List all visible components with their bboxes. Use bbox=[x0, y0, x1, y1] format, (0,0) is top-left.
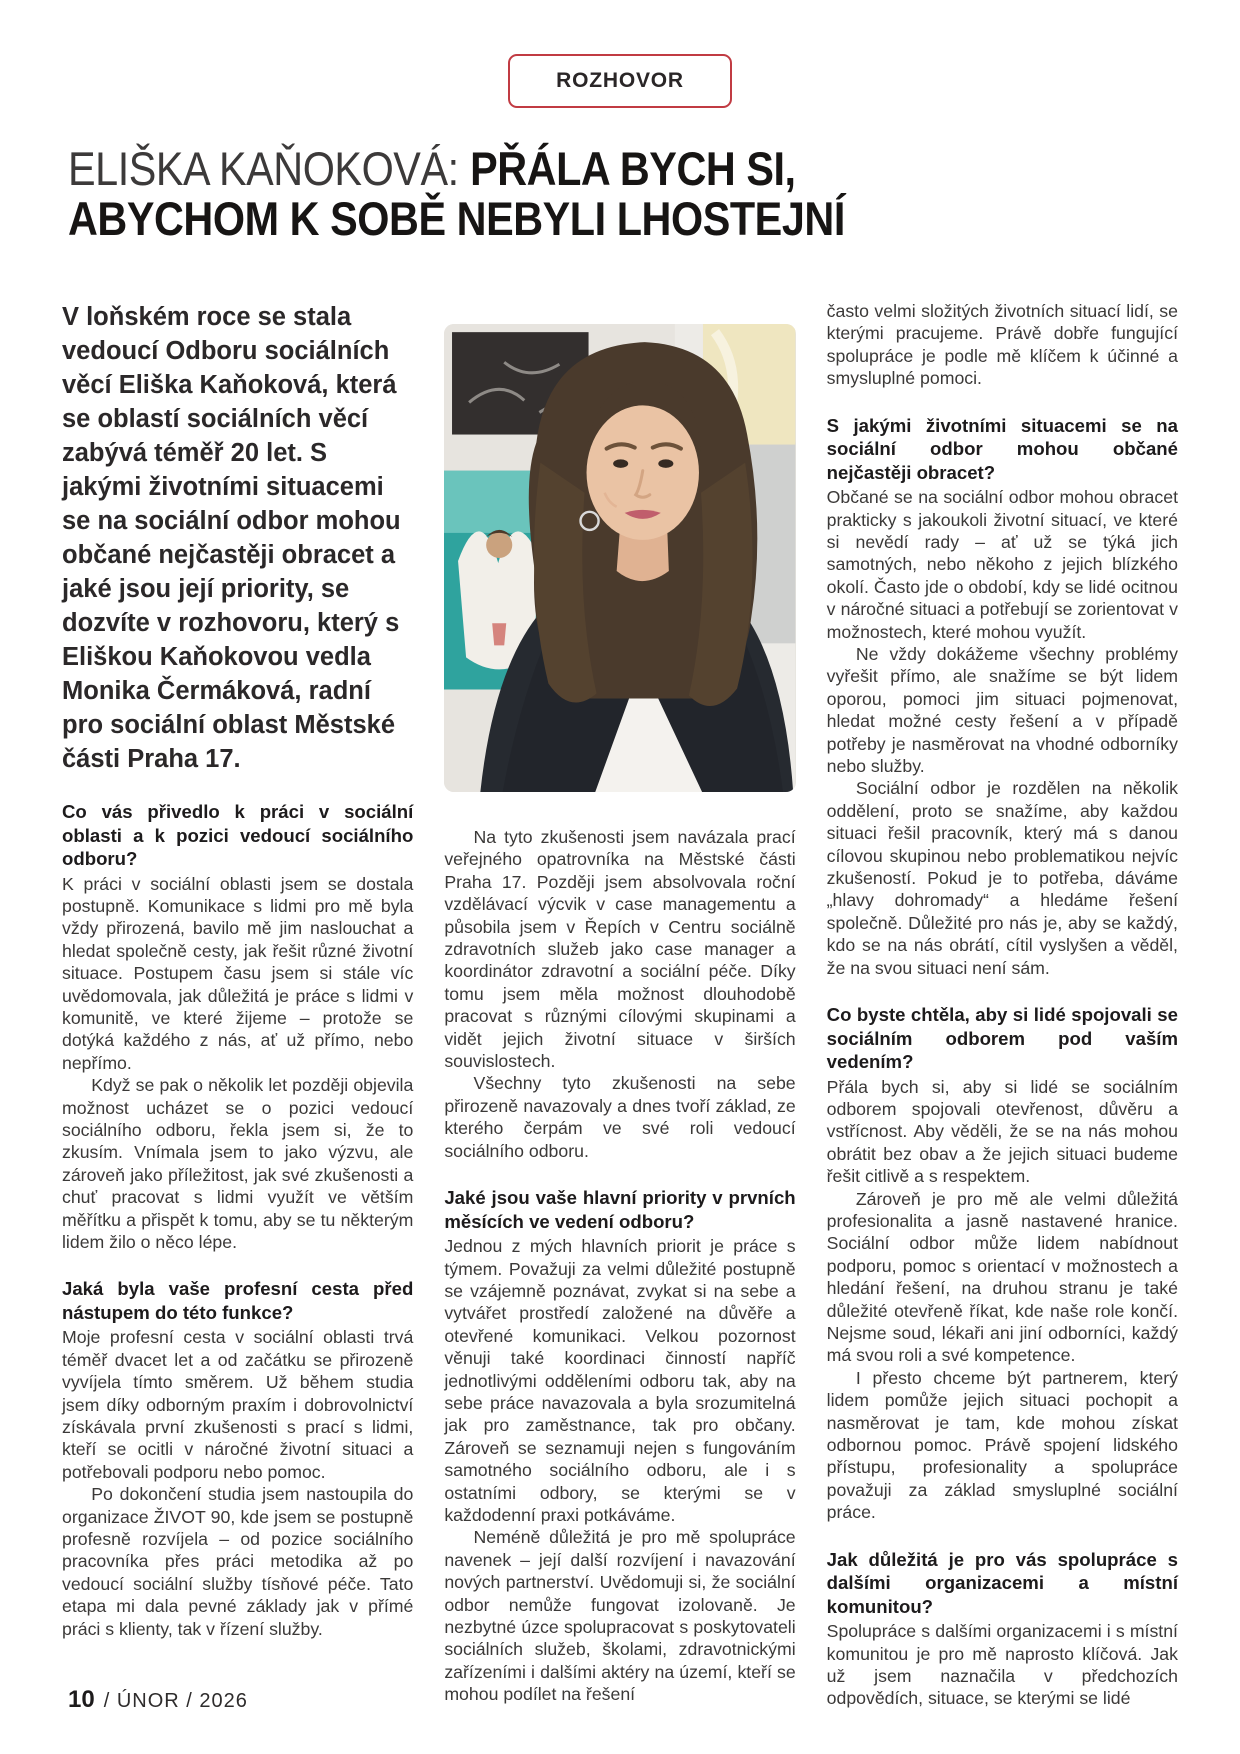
title-bold-part-2: ABYCHOM K SOBĚ NEBYLI LHOSTEJNÍ bbox=[68, 192, 845, 245]
answer-1-paragraph-1: K práci v sociální oblasti jsem se dostala postupně. Komunikace s lidmi pro mě byla vždy přirozená, bavilo mě jim naslouchat a hledat společně cesty, jak řešit různé životní situace. Postupem času jsem si stále víc uvědomovala, jak důležitá je práce s lidmi v komunitě, ve které žijeme – protože se dotýká každého z nás, ať už přímo, nebo nepřímo. bbox=[62, 873, 414, 1073]
article-title-line-1 bbox=[68, 144, 1099, 194]
question-6: Jak důležitá je pro vás spolupráce s dalšími organizacemi a místní komunitou? bbox=[826, 1548, 1178, 1617]
question-1: Co vás přivedlo k práci v sociální oblasti a k pozici vedoucí sociálního odboru? bbox=[62, 801, 414, 869]
page-footer bbox=[68, 1686, 248, 1714]
section-badge-wrap bbox=[0, 0, 1240, 108]
answer-3-paragraph-1: Jednou z mých hlavních priorit je práce s týmem. Považuji za velmi důležité postupně se vzájemně poznávat, zvykat si na sebe a vytvářet prostředí založené na důvěře a otevřené komunikaci. Velkou pozornost věnuji také koordinaci činností napříč jednotlivými odděleními odboru tak, aby na sebe práce navazovala a byla srozumitelná jak pro zaměstnance, tak pro občany. Zároveň se seznamuji nejen s fungováním samotného sociálního odboru, ale i s ostatními odbory, se kterými se v každodenní praxi potkáváme. bbox=[444, 1236, 796, 1525]
answer-2-paragraph-1: Moje profesní cesta v sociální oblasti trvá téměř dvacet let a od začátku se přirozeně vyvíjela tímto směrem. Už během studia jsem díky odborným praxím i dobrovolnictví získávala první zkušenosti s prací s lidmi, kteří se ocitli v náročné životní situaci a potřebovali podporu nebo pomoc. bbox=[62, 1327, 414, 1482]
answer-6-paragraph-1: Spolupráce s dalšími organizacemi i s místní komunitou je pro mě naprosto klíčová. Jak už jsem naznačila v předchozích odpovědích, situace, se kterými se lidé bbox=[826, 1621, 1178, 1709]
answer-3-paragraph-2: Neméně důležitá je pro mě spolupráce navenek – její další rozvíjení i navazování nových partnerství. Uvědomuji si, že sociální odbor nemůže fungovat izolovaně. Je nezbytné úzce spolupracovat s poskytovateli sociálních služeb, školami, zdravotnickými zařízeními i dalšími aktéry na území, kteří se mohou podílet na řešení bbox=[444, 1527, 796, 1705]
question-2: Jaká byla vaše profesní cesta před nástupem do této funkce? bbox=[62, 1278, 414, 1323]
section-badge: ROZHOVOR bbox=[508, 54, 732, 108]
answer-1-paragraph-2: Když se pak o několik let později objevila možnost ucházet se o pozici vedoucí sociálního odboru, řekla jsem si, že to zkusím. Vnímala jsem to jako výzvu, ale zároveň jako příležitost, jak své zkušenosti a chuť pracovat s lidmi využít ve větším měřítku a přispět k tomu, aby se tu některým lidem žilo o něco lépe. bbox=[62, 1075, 414, 1252]
title-bold-part-1: PŘÁLA BYCH SI, bbox=[470, 142, 796, 195]
issue-label: / ÚNOR / 2026 bbox=[103, 1690, 248, 1712]
intro-paragraph: V loňském roce se stala vedoucí Odboru sociálních věcí Eliška Kaňoková, která se oblastí sociálních věcí zabývá téměř 20 let. S jakými životními situacemi se na sociální odbor mohou občané nejčastěji obracet a jaké jsou její priority, se dozvíte v rozhovoru, který s Eliškou Kaňokovou vedla Monika Čermáková, radní pro sociální oblast Městské části Praha 17. bbox=[62, 303, 401, 773]
answer-2-paragraph-2: Po dokončení studia jsem nastoupila do organizace ŽIVOT 90, kde jsem se postupně profesně rozvíjela – od pozice sociálního pracovníka přes práci metodika až po vedoucí sociální služby tísňové péče. Tato etapa mi dala pevné základy jak v přímé práci s klienty, tak v řízení služby. bbox=[62, 1484, 414, 1639]
portrait-photo bbox=[444, 324, 795, 792]
question-5: Co byste chtěla, aby si lidé spojovali se sociálním odborem pod vaším vedením? bbox=[826, 1004, 1178, 1073]
page-number: 10 bbox=[68, 1686, 95, 1713]
article-title bbox=[68, 144, 1240, 244]
question-4: S jakými životními situacemi se na sociální odbor mohou občané nejčastěji obracet? bbox=[826, 414, 1178, 483]
answer-5-paragraph-2: Zároveň je pro mě ale velmi důležitá profesionalita a jasně nastavené hranice. Sociální odbor může lidem nabídnout podporu, pomoc s orientací v možnostech a hledání řešení, na druhou stranu je také důležité otevřeně říkat, kde naše role končí. Nejsme soud, lékaři ani jiní odborníci, každý má svou roli a své kompetence. bbox=[826, 1188, 1178, 1366]
answer-4-paragraph-2: Ne vždy dokážeme všechny problémy vyřešit přímo, ale snažíme se být lidem oporou, pomoci jim situaci pojmenovat, hledat možné cesty řešení a v případě potřeby je nasměrovat na vhodné odborníky nebo služby. bbox=[826, 643, 1178, 776]
article-columns bbox=[0, 300, 1240, 1710]
answer-3-continuation: často velmi složitých životních situací lidí, se kterými pracujeme. Právě dobře fungující spolupráce je podle mě klíčem k účinné a smysluplné pomoci. bbox=[826, 301, 1178, 389]
question-3: Jaké jsou vaše hlavní priority v prvních měsících ve vedení odboru? bbox=[444, 1187, 796, 1232]
answer-5-paragraph-1: Přála bych si, aby si lidé se sociálním odborem spojovali otevřenost, důvěru a vstřícnost. Aby věděli, že se na nás mohou obrátit bez obav a že jejich situaci budeme řešit citlivě a s respektem. bbox=[826, 1076, 1178, 1187]
answer-4-paragraph-1: Občané se na sociální odbor mohou obracet prakticky s jakoukoli životní situací, ve které si nevědí rady – ať už se týká jich samotných, nebo někoho z jejich blízkého okolí. Často jde o období, kdy se lidé ocitnou v náročné situaci a potřebují se zorientovat v možnostech, které mohou využít. bbox=[826, 487, 1178, 642]
answer-2-paragraph-4: Všechny tyto zkušenosti na sebe přirozeně navazovaly a dnes tvoří základ, ze kterého čerpám ve své roli vedoucí sociálního odboru. bbox=[444, 1073, 796, 1161]
answer-2-paragraph-3: Na tyto zkušenosti jsem navázala prací veřejného opatrovníka na Městské části Praha 17. Později jsem absolvovala roční vzdělávací výcvik v case managementu a působila jsem v Řepích v Centru sociálně zdravotních služeb jako case manager a koordinátor zdravotní a sociální péče. Díky tomu jsem měla možnost dlouhodobě pracovat s různými cílovými skupinami a vidět jejich životní situace v širších souvislostech. bbox=[444, 827, 796, 1072]
article-title-line-2 bbox=[68, 194, 1099, 244]
answer-4-paragraph-3: Sociální odbor je rozdělen na několik oddělení, proto se snažíme, aby každou situaci řešil pracovník, který má s danou cílovou skupinou nebo problematikou nejvíc zkušeností. Pokud je to potřeba, dáváme „hlavy dohromady“ a hledáme řešení společně. Důležité pro nás je, aby se každý, kdo se na nás obrátí, cítil vyslyšen a věděl, že na svou situaci není sám. bbox=[826, 778, 1178, 978]
answer-5-paragraph-3: I přesto chceme být partnerem, který lidem pomůže jejich situaci pochopit a nasměrovat je tam, kde mohou získat odbornou pomoc. Právě spojení lidského přístupu, profesionality a spolupráce považuji za základ smysluplné sociální práce. bbox=[826, 1367, 1178, 1523]
interviewee-name: ELIŠKA KAŇOKOVÁ: bbox=[68, 142, 459, 195]
column-1 bbox=[62, 300, 413, 1710]
column-3 bbox=[827, 300, 1178, 1710]
column-2 bbox=[444, 300, 795, 1710]
